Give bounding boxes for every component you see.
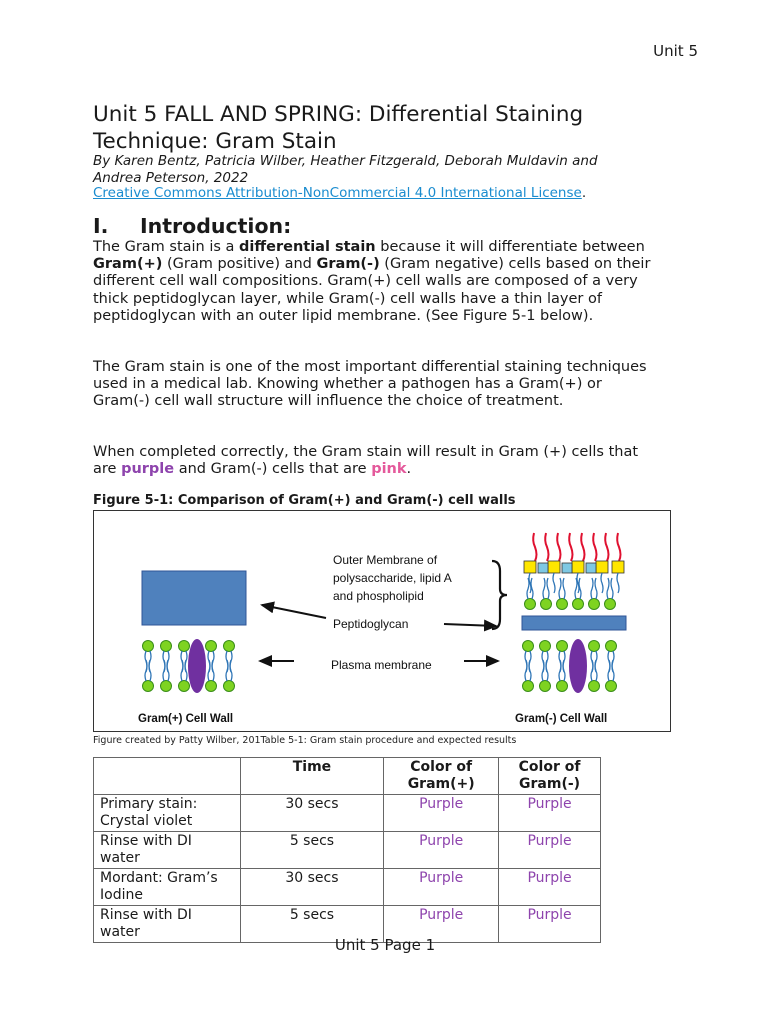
license-suffix: . [581, 185, 587, 201]
lipopolysaccharide-chains [533, 533, 620, 561]
table-cell-gram-negative: Purple [499, 869, 601, 906]
table-cell-time: 30 secs [240, 795, 384, 832]
gram-positive-label: Gram(+) Cell Wall [138, 713, 234, 725]
table-cell-step: Rinse with DI water [94, 832, 241, 869]
title-line-2: Technique: Gram Stain [93, 129, 337, 154]
authors [93, 153, 653, 186]
figure-caption: Figure 5-1: Comparison of Gram(+) and Gram(-) cell walls [93, 493, 516, 508]
table-header: Color of Gram(-) [499, 758, 601, 795]
thin-peptidoglycan-layer [522, 616, 626, 630]
thick-peptidoglycan-layer [142, 571, 246, 625]
title-line-1: Unit 5 FALL AND SPRING: Differential Staining [93, 102, 584, 127]
intro-paragraph-2: The Gram stain is one of the most important differential staining techniques used in a medical lab. Knowing whether a pathogen has a Gram(+) or Gram(-) cell wall structure will influence the choice of treatment. [93, 359, 647, 410]
page-footer: Unit 5 Page 1 [334, 936, 436, 954]
section-heading [93, 214, 291, 238]
table-cell-gram-negative: Purple [499, 795, 601, 832]
intro-paragraph-1 [93, 239, 653, 325]
outer-membrane [524, 561, 624, 610]
intro-text: and Gram(-) cells that are [174, 461, 372, 478]
purple-word: purple [121, 461, 175, 478]
table-cell-gram-negative: Purple [499, 832, 601, 869]
intro-text: The Gram stain is a [93, 239, 240, 255]
intro-paragraph-3 [93, 444, 653, 478]
table-cell-gram-negative: Purple [499, 906, 601, 943]
table-cell-gram-positive: Purple [384, 906, 499, 943]
table-row [94, 795, 601, 832]
table-cell-gram-positive: Purple [384, 869, 499, 906]
intro-text: When completed correctly, the Gram stain will result in Gram (+) cells that are [93, 444, 639, 478]
section-title: Introduction: [140, 214, 292, 238]
outer-membrane-label-1: Outer Membrane of [333, 553, 438, 567]
authors-line-2: Andrea Peterson, 2022 [93, 169, 249, 186]
plasma-membrane-label: Plasma membrane [331, 658, 432, 672]
outer-membrane-label-3: and phospholipid [333, 589, 424, 603]
gram-positive-term: Gram(+) [93, 256, 163, 273]
arrow-to-thin-peptidoglycan [444, 624, 496, 626]
cell-wall-diagram [94, 511, 670, 731]
authors-line-1: By Karen Bentz, Patricia Wilber, Heather Fitzgerald, Deborah Muldavin and [93, 153, 598, 169]
page-title [93, 101, 693, 155]
outer-membrane-label-2: polysaccharide, lipid A [333, 571, 452, 585]
gram-negative-term: Gram(-) [316, 256, 380, 273]
gram-stain-procedure-table [93, 757, 601, 943]
gram-negative-label: Gram(-) Cell Wall [515, 713, 608, 725]
gram-positive-plasma-membrane [143, 639, 235, 693]
figure-credit: Figure created by Patty Wilber, 201Table 5-1: Gram stain procedure and expected results [93, 735, 517, 746]
page-header: Unit 5 [653, 42, 698, 60]
intro-text: . [406, 461, 412, 478]
outer-membrane-brace [492, 561, 507, 629]
intro-text: (Gram negative) cells based on their different cell wall compositions. Gram(+) cell walls are composed of a very thick peptidoglycan layer, while Gram(-) cell walls have a thin layer of peptidoglycan with an outer lipid membrane. (See Figure 5-1 below). [93, 256, 651, 324]
table-header-row [94, 758, 601, 795]
pink-word: pink [371, 461, 407, 478]
section-number: I. [93, 214, 109, 238]
table-cell-step: Rinse with DI water [94, 906, 241, 943]
table-cell-step: Primary stain: Crystal violet [94, 795, 241, 832]
peptidoglycan-label: Peptidoglycan [333, 617, 409, 631]
intro-text: because it will differentiate between [375, 239, 645, 255]
table-cell-time: 5 secs [240, 906, 384, 943]
table-header [94, 758, 241, 795]
table-cell-gram-positive: Purple [384, 795, 499, 832]
table-row [94, 869, 601, 906]
cell-wall-figure [93, 510, 671, 732]
membrane-protein [188, 639, 206, 693]
table-cell-time: 30 secs [240, 869, 384, 906]
table-header: Time [240, 758, 384, 795]
table-header: Color of Gram(+) [384, 758, 499, 795]
table-cell-gram-positive: Purple [384, 832, 499, 869]
arrow-to-thick-peptidoglycan [262, 605, 326, 618]
intro-bold-term: differential stain [239, 239, 376, 255]
license-link[interactable]: Creative Commons Attribution-NonCommercial 4.0 International License [93, 185, 582, 201]
license-line [93, 185, 586, 201]
table-cell-step: Mordant: Gram’s Iodine [94, 869, 241, 906]
membrane-protein [569, 639, 587, 693]
table-cell-time: 5 secs [240, 832, 384, 869]
gram-negative-plasma-membrane [523, 639, 617, 693]
table-row [94, 832, 601, 869]
intro-text: (Gram positive) and [162, 256, 317, 273]
